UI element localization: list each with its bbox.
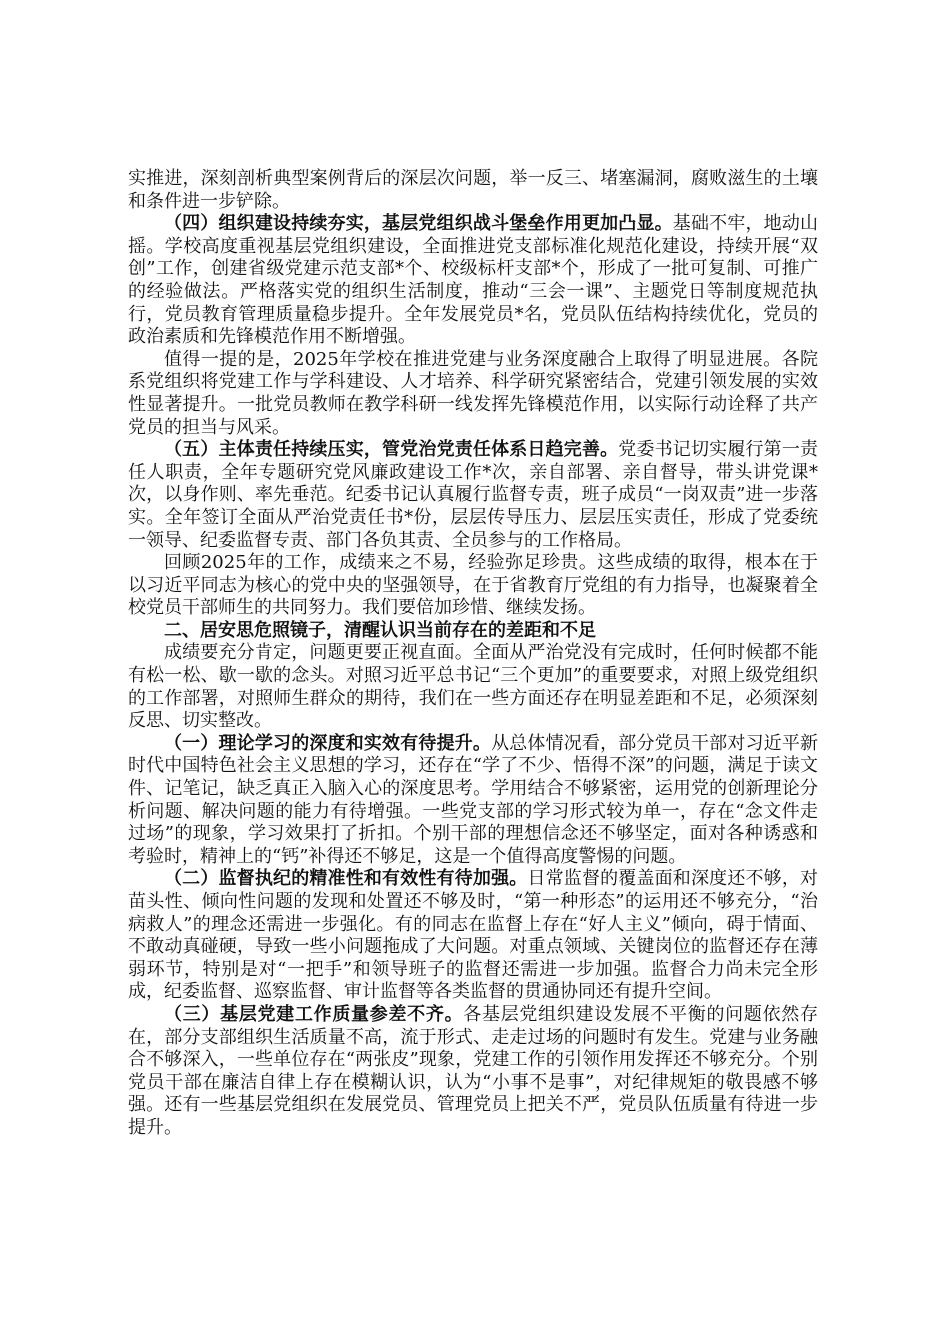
section-heading-3: （三）基层党建工作质量参差不齐。 [164, 1003, 464, 1025]
paragraph-text: 回顾2025年的工作，成绩来之不易，经验弥足珍贵。这些成绩的取得，根本在于以习近平同志为核心的党中央的坚强领导，在于省教育厅党组的有力指导，也凝聚着全校党员干部师生的共同努力。我们要倍加珍惜、继续发扬。 [128, 552, 818, 619]
paragraph-party-business-integration [128, 349, 818, 439]
paragraph-review-2025 [128, 552, 818, 620]
paragraph-supervision [128, 868, 818, 1004]
section-heading-5: （五）主体责任持续压实，管党治党责任体系日趋完善。 [164, 439, 619, 461]
section-heading-4: （四）组织建设持续夯实，基层党组织战斗堡垒作用更加凸显。 [164, 213, 673, 235]
paragraph-text: 值得一提的是，2025年学校在推进党建与业务深度融合上取得了明显进展。各院系党组织将党建工作与学科建设、人才培养、科学研究紧密结合，党建引领发展的实效性显著提升。一批党员教师在教学科研一线发挥先锋模范作用，以实际行动诠释了共产党员的担当与风采。 [128, 348, 818, 438]
section-heading-1: （一）理论学习的深度和实效有待提升。 [164, 732, 492, 754]
paragraph-text: 党委书记切实履行第一责任人职责，全年专题研究党风廉政建设工作*次，亲自部署、亲自督导，带头讲党课*次，以身作则、率先垂范。纪委书记认真履行监督专责，班子成员“一岗双责”进一步落实。全年签订全面从严治党责任书*份，层层传导压力、层层压实责任，形成了党委统一领导、纪委监督专责、部门各负其责、全员参与的工作格局。 [128, 439, 819, 551]
chapter-heading-2 [128, 620, 818, 643]
paragraph-main-responsibility [128, 439, 818, 552]
document-page [128, 168, 818, 1140]
paragraph-text: 各基层党组织建设发展不平衡的问题依然存在，部分支部组织生活质量不高，流于形式、走走过场的问题时有发生。党建与业务融合不够深入，一些单位存在“两张皮”现象，党建工作的引领作用发挥还不够充分。个别党员干部在廉洁自律上存在模糊认识，认为“小事不是事”，对纪律规矩的敬畏感不够强。还有一些基层党组织在发展党员、管理党员上把关不严，党员队伍质量有待进一步提升。 [128, 1003, 819, 1138]
paragraph-text: 实推进，深刻剖析典型案例背后的深层次问题，举一反三、堵塞漏洞，腐败滋生的土壤和条件进一步铲除。 [128, 168, 818, 212]
paragraph-text: 日常监督的覆盖面和深度还不够，对苗头性、倾向性问题的发现和处置还不够及时，“第一种形态”的运用还不够充分，“治病救人”的理念还需进一步强化。有的同志在监督上存在“好人主义”倾向，碍于情面、不敢动真碰硬，导致一些小问题拖成了大问题。对重点领域、关键岗位的监督还存在薄弱环节，特别是对“一把手”和领导班子的监督还需进一步加强。监督合力尚未完全形成，纪委监督、巡察监督、审计监督等各类监督的贯通协同还有提升空间。 [128, 868, 819, 1003]
paragraph-text: 基础不牢，地动山摇。学校高度重视基层党组织建设，全面推进党支部标准化规范化建设，持续开展“双创”工作，创建省级党建示范支部*个、校级标杆支部*个，形成了一批可复制、可推广的经验做法。严格落实党的组织生活制度，推动“三会一课”、主题党日等制度规范执行，党员教育管理质量稳步提升。全年发展党员*名，党员队伍结构持续优化，党员的政治素质和先锋模范作用不断增强。 [128, 213, 818, 348]
paragraph-grassroots-quality [128, 1004, 818, 1140]
paragraph-gap-intro [128, 642, 818, 732]
paragraph-text: 从总体情况看，部分党员干部对习近平新时代中国特色社会主义思想的学习，还存在“学了不少、悟得不深”的问题，满足于读文件、记笔记，缺乏真正入脑入心的深度思考。学用结合不够紧密，运用党的创新理论分析问题、解决问题的能力有待增强。一些党支部的学习形式较为单一，存在“念文件走过场”的现象，学习效果打了折扣。个别干部的理想信念还不够坚定，面对各种诱惑和考验时，精神上的“钙”补得还不够足，这是一个值得高度警惕的问题。 [128, 732, 819, 867]
paragraph-theory-study [128, 733, 818, 869]
paragraph-continuation [128, 168, 818, 213]
section-heading-2: （二）监督执纪的精准性和有效性有待加强。 [164, 868, 528, 890]
paragraph-organization-building [128, 213, 818, 349]
paragraph-text: 成绩要充分肯定，问题更要正视直面。全面从严治党没有完成时，任何时候都不能有松一松、歇一歇的念头。对照习近平总书记“三个更加”的重要要求，对照上级党组织的工作部署，对照师生群众的期待，我们在一些方面还存在明显差距和不足，必须深刻反思、切实整改。 [128, 642, 818, 732]
chapter-heading-text: 二、居安思危照镜子，清醒认识当前存在的差距和不足 [164, 619, 596, 641]
